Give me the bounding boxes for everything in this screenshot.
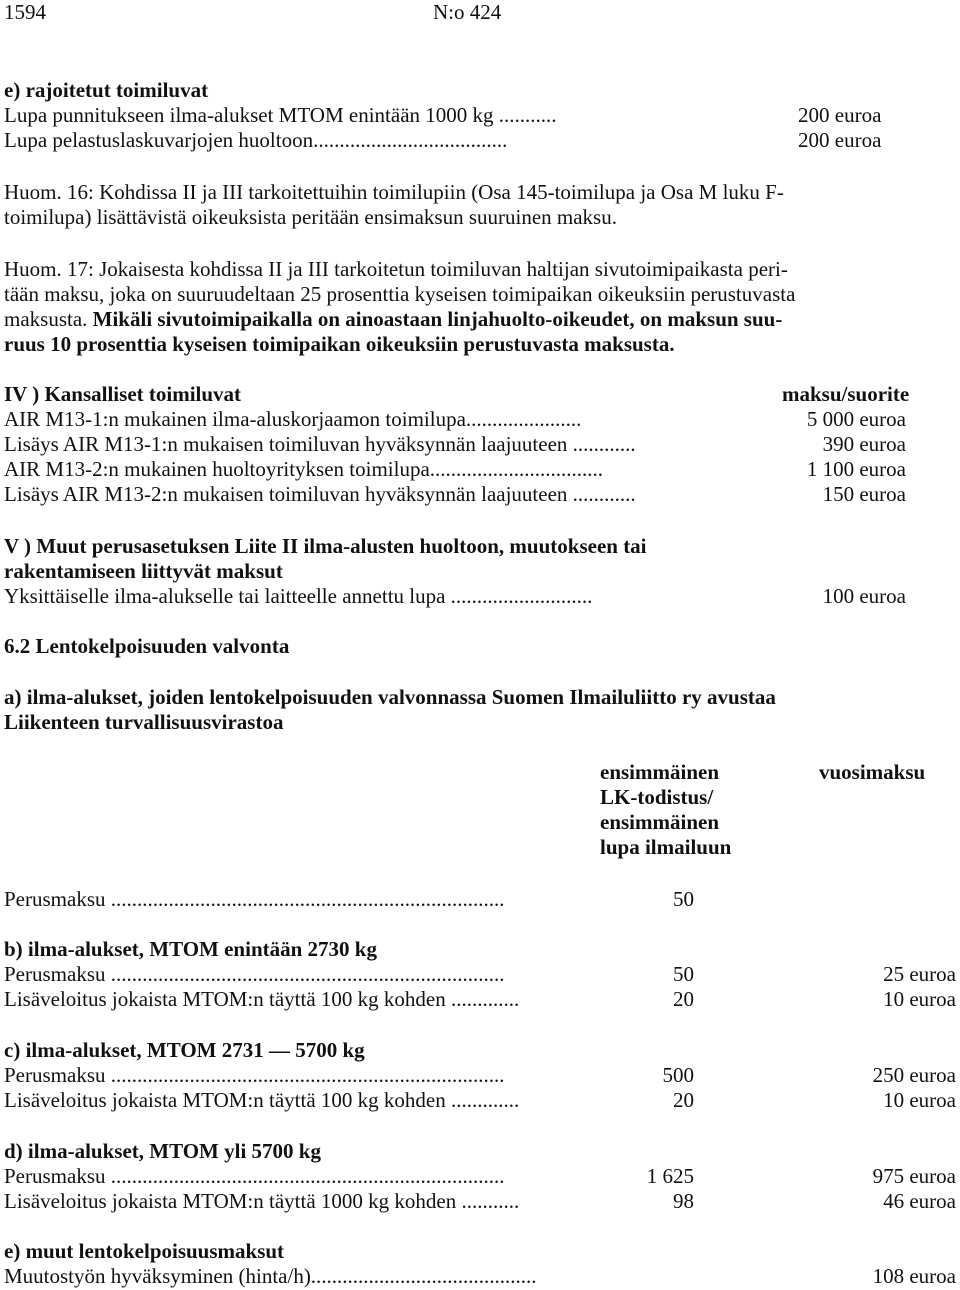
- section-iv-row-label: AIR M13-2:n mukainen huoltoyrityksen toimilupa.................................: [4, 457, 604, 481]
- group-heading: e) muut lentokelpoisuusmaksut: [4, 1239, 285, 1263]
- note-16-line: Huom. 16: Kohdissa II ja III tarkoitettuihin toimilupiin (Osa 145-toimilupa ja Osa M luku F-: [4, 180, 784, 204]
- fee-row-annual: 975 euroa: [872, 1164, 956, 1188]
- fee-row-first: 50: [673, 887, 694, 911]
- issue-number: N:o 424: [433, 0, 502, 24]
- section-iv-column-header: maksu/suorite: [782, 382, 910, 406]
- fee-row-label: Lisäveloitus jokaista MTOM:n täyttä 1000 kg kohden ...........: [4, 1189, 520, 1213]
- fee-row-label: Perusmaksu ...........................................................................: [4, 962, 505, 986]
- fee-row-annual: 108 euroa: [872, 1264, 956, 1288]
- section-iv-row-label: AIR M13-1:n mukainen ilma-aluskorjaamon toimilupa......................: [4, 407, 582, 431]
- column-header-annual: vuosimaksu: [819, 760, 926, 784]
- section-iv-row-label: Lisäys AIR M13-2:n mukaisen toimiluvan hyväksynnän laajuuteen ............: [4, 482, 636, 506]
- note-17-bold: Mikäli sivutoimipaikalla on ainoastaan linjahuolto-oikeudet, on maksun suu-: [92, 307, 783, 331]
- fee-row-annual: 25 euroa: [883, 962, 956, 986]
- fee-row-annual: 10 euroa: [883, 1088, 956, 1112]
- fee-row-label: Perusmaksu ...........................................................................: [4, 1063, 505, 1087]
- fee-row-label: Perusmaksu ...........................................................................: [4, 887, 505, 911]
- note-16-line: toimilupa) lisättävistä oikeuksista peritään ensimaksun suuruinen maksu.: [4, 205, 617, 229]
- note-17-line: [4, 307, 782, 332]
- column-header-first: lupa ilmailuun: [600, 835, 732, 859]
- section-e-row-amount: 200 euroa: [798, 103, 882, 127]
- section-62-sub-a-heading: Liikenteen turvallisuusvirastoa: [4, 710, 284, 734]
- note-17-plain: maksusta.: [4, 307, 93, 331]
- column-header-first: ensimmäinen: [600, 810, 720, 834]
- fee-row-first: 50: [673, 962, 694, 986]
- note-17-line: Huom. 17: Jokaisesta kohdissa II ja III tarkoitetun toimiluvan haltijan sivutoimipaikasta peri-: [4, 257, 788, 281]
- section-e-row-amount: 200 euroa: [798, 128, 882, 152]
- note-17-line: ruus 10 prosenttia kyseisen toimipaikan oikeuksiin perustuvasta maksusta.: [4, 332, 675, 356]
- fee-row-label: Lisäveloitus jokaista MTOM:n täyttä 100 kg kohden .............: [4, 1088, 520, 1112]
- group-heading: d) ilma-alukset, MTOM yli 5700 kg: [4, 1139, 321, 1163]
- section-iv-row-amount: 150 euroa: [822, 482, 906, 506]
- section-v-heading: V ) Muut perusasetuksen Liite II ilma-alusten huoltoon, muutokseen tai: [4, 534, 647, 558]
- page-number: 1594: [4, 0, 46, 24]
- section-e-heading: e) rajoitetut toimiluvat: [4, 78, 209, 102]
- group-heading: b) ilma-alukset, MTOM enintään 2730 kg: [4, 937, 377, 961]
- section-62-sub-a-heading: a) ilma-alukset, joiden lentokelpoisuuden valvonnassa Suomen Ilmailuliitto ry avustaa: [4, 685, 776, 709]
- column-header-first: ensimmäinen: [600, 760, 720, 784]
- section-iv-row-amount: 5 000 euroa: [806, 407, 906, 431]
- section-e-row-label: Lupa punnitukseen ilma-alukset MTOM enintään 1000 kg ...........: [4, 103, 557, 127]
- group-heading: c) ilma-alukset, MTOM 2731 — 5700 kg: [4, 1038, 365, 1062]
- section-iv-row-amount: 390 euroa: [822, 432, 906, 456]
- fee-row-first: 20: [673, 987, 694, 1011]
- fee-row-first: 1 625: [646, 1164, 694, 1188]
- fee-row-first: 20: [673, 1088, 694, 1112]
- section-iv-row-label: Lisäys AIR M13-1:n mukaisen toimiluvan hyväksynnän laajuuteen ............: [4, 432, 636, 456]
- note-17-line: tään maksu, joka on suuruudeltaan 25 prosenttia kyseisen toimipaikan oikeuksiin perustuvasta: [4, 282, 796, 306]
- section-v-row-label: Yksittäiselle ilma-alukselle tai laitteelle annettu lupa ...........................: [4, 584, 593, 608]
- column-header-first: LK-todistus/: [600, 785, 714, 809]
- section-62-heading: 6.2 Lentokelpoisuuden valvonta: [4, 634, 290, 658]
- section-iv-heading: IV ) Kansalliset toimiluvat: [4, 382, 242, 406]
- fee-row-annual: 46 euroa: [883, 1189, 956, 1213]
- fee-row-annual: 250 euroa: [872, 1063, 956, 1087]
- section-v-row-amount: 100 euroa: [822, 584, 906, 608]
- fee-row-first: 98: [673, 1189, 694, 1213]
- section-v-heading: rakentamiseen liittyvät maksut: [4, 559, 283, 583]
- fee-row-label: Perusmaksu ...........................................................................: [4, 1164, 505, 1188]
- fee-row-label: Muutostyön hyväksyminen (hinta/h)...........................................: [4, 1264, 537, 1288]
- section-iv-row-amount: 1 100 euroa: [806, 457, 906, 481]
- section-e-row-label: Lupa pelastuslaskuvarjojen huoltoon.....................................: [4, 128, 508, 152]
- fee-row-first: 500: [662, 1063, 694, 1087]
- fee-row-annual: 10 euroa: [883, 987, 956, 1011]
- fee-row-label: Lisäveloitus jokaista MTOM:n täyttä 100 kg kohden .............: [4, 987, 520, 1011]
